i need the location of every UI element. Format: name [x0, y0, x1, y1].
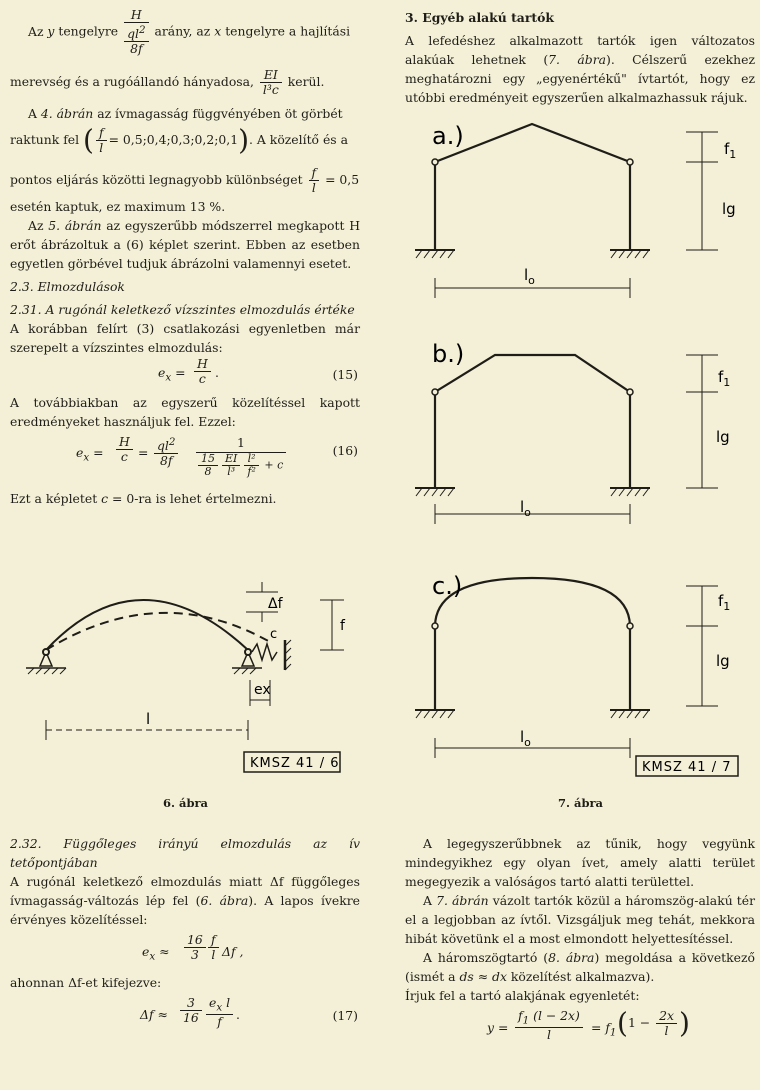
svg-text:f1: $f_1$ [724, 140, 737, 161]
label-delta-f: Δf [268, 596, 283, 612]
right-column-bottom [405, 834, 755, 1049]
label-a: a.) [432, 122, 464, 150]
equation-ex-approx: $e_x$ ≈ $\frac{16}{3}$ $\frac{f}{l}$ Δf , [142, 932, 244, 963]
left-column-top [10, 8, 360, 508]
paragraph-equal-area: A legegyszerűbbnek az tűnik, hogy vegyünk mindegyikhez egy olyan ívet, amely alatti terület megegyezik a valóságos tartó alatti területtel. [405, 836, 755, 889]
heading-2-32: 2.32. Függőleges irányú elmozdulás az ív tetőpontjában [10, 836, 360, 870]
label-c: c [270, 627, 278, 642]
equation-number-16: (16) [332, 443, 358, 458]
paragraph-13-percent: esetén kaptuk, ez maximum 13 %. [10, 199, 226, 214]
fraction-ei-l3c: $\frac{EI}{\text{l³c}}$ [260, 68, 282, 97]
frame-a [435, 124, 630, 250]
label-l: l [146, 710, 151, 728]
heading-2-3: 2.3. Elmozdulások [10, 279, 125, 294]
paragraph-shape-equation: Írjuk fel a tartó alakjának egyenletét: [405, 988, 640, 1003]
svg-text:lo: $l_o$ [524, 266, 535, 287]
paragraph-stiffness: merevség és a rugóállandó hányadosa, $\frac{EI}{\text{l³c}}$ kerül. [10, 67, 325, 97]
fraction-h-ql2-8f: H $ql^2$ 8f [124, 8, 148, 56]
svg-text:lo: $l_o$ [520, 728, 531, 749]
label-b: b.) [432, 340, 465, 368]
paragraph-simple-approx: A továbbiakban az egyszerű közelítéssel kapott eredményeket használjuk fel. Ezzel: [10, 395, 360, 429]
stamp-text-6: KMSZ 41 / 6 [250, 756, 340, 771]
paragraph-max-diff: pontos eljárás közötti legnagyobb különbséget $\frac{f}{l}$ = 0,5 [10, 165, 360, 195]
arch-dashed [46, 613, 270, 650]
paragraph-curve-values: raktunk fel ( $\frac{f}{l}$ = 0,5;0,4;0,3;0,2;0,1). A közelítő és a [10, 123, 348, 157]
label-lg-b: lg [716, 428, 730, 446]
label-lg-a: lg [722, 200, 736, 218]
figure-6 [0, 570, 380, 790]
equation-number-17: (17) [332, 1008, 358, 1023]
paragraph-fig4-ref: A 4. ábrán az ívmagasság függvényében öt görbét [28, 106, 343, 121]
caption-figure-7: 7. ábra [558, 796, 604, 810]
fraction-f-l: $\frac{f}{l}$ [96, 126, 107, 155]
frame-b [435, 355, 630, 488]
label-c-frame: c.) [432, 572, 463, 600]
paragraph-fig5-ref: Az 5. ábrán az egyszerűbb módszerrel megkapott H erőt ábrázoltuk a (6) képlet szerint. Ebben az esetben egyetlen görbével tudjuk ábrázolni valamennyi esetet. [10, 218, 360, 271]
equation-number-15: (15) [332, 367, 358, 382]
arch-solid [46, 600, 248, 650]
caption-figure-6: 6. ábra [163, 796, 209, 810]
right-column-top [405, 8, 755, 107]
equation-16: $e_x$ = $\frac{H}{c}$ = $\frac{ql^2}{8f}$ 1 $\frac{15}{8}$ $\frac{EI}{\text{l³}}$ $\frac{\text{l²}}{\text{f²}}$ + c (16) [76, 434, 358, 478]
paragraph-triangle-solution: A háromszögtartó (8. ábra) megoldása a következő (ismét a ds ≈ dx közelítést alkalmazva). [405, 950, 755, 984]
stamp-text-7: KMSZ 41 / 7 [642, 760, 732, 775]
label-lg-c: lg [716, 652, 730, 670]
heading-3: 3. Egyéb alakú tartók [405, 10, 554, 25]
paragraph-horizontal-disp: A korábban felírt (3) csatlakozási egyenletben már szerepelt a vízszintes elmozdulás: [10, 321, 360, 355]
spring [252, 644, 277, 660]
figure-7 [400, 110, 760, 790]
svg-text:f1: $f_1$ [718, 592, 731, 613]
equation-15: $e_x$ = $\frac{H}{c}$ . (15) [158, 356, 358, 386]
label-ex: ex [254, 682, 271, 698]
label-f: f [340, 618, 345, 634]
paragraph-roof-structures: A lefedéshez alkalmazott tartók igen változatos alakúak lehetnek (7. ábra). Célszerű ezekhez meghatározni egy „egyenértékű" ívtartót, hogy ez utóbbi eredményeit egyszerűen alkalmazhassuk rájuk. [405, 33, 755, 105]
heading-2-31: 2.31. A rugónál keletkező vízszintes elmozdulás értéke [10, 302, 355, 317]
svg-text:lo: $l_o$ [520, 498, 531, 519]
paragraph-axis-ratio: Az y tengelyre H $ql^2$ 8f arány, az x tengelyre a hajlítási [28, 7, 351, 57]
paragraph-vertical-disp: A rugónál keletkező elmozdulás miatt Δf függőleges ívmagasság-változás lép fel (6. ábra). A lapos ívekre érvényes közelítéssel: [10, 874, 361, 927]
equation-17: Δf ≈ $\frac{3}{16}$ $\frac{e_x l}{f}$ . (17) [140, 995, 358, 1030]
svg-text:f1: $f_1$ [718, 368, 731, 389]
paragraph-c-zero: Ezt a képletet c = 0-ra is lehet értelmezni. [10, 491, 277, 506]
frame-c [435, 578, 630, 710]
paragraph-triangle-deviation: A 7. ábrán vázolt tartók közül a háromszög-alakú tér el a legjobban az ívtől. Vizsgáljuk meg tehát, mekkora hibát követünk el a most elmondott helyettesítéssel. [405, 893, 756, 946]
paragraph-expressing-df: ahonnan Δf-et kifejezve: [10, 975, 162, 990]
equation-shape: y = $\frac{f_1 (l - 2x)}{l}$ = $f_1$ (1 − $\frac{2x}{l}$ ) [487, 1006, 690, 1043]
left-column-bottom [10, 834, 360, 1036]
